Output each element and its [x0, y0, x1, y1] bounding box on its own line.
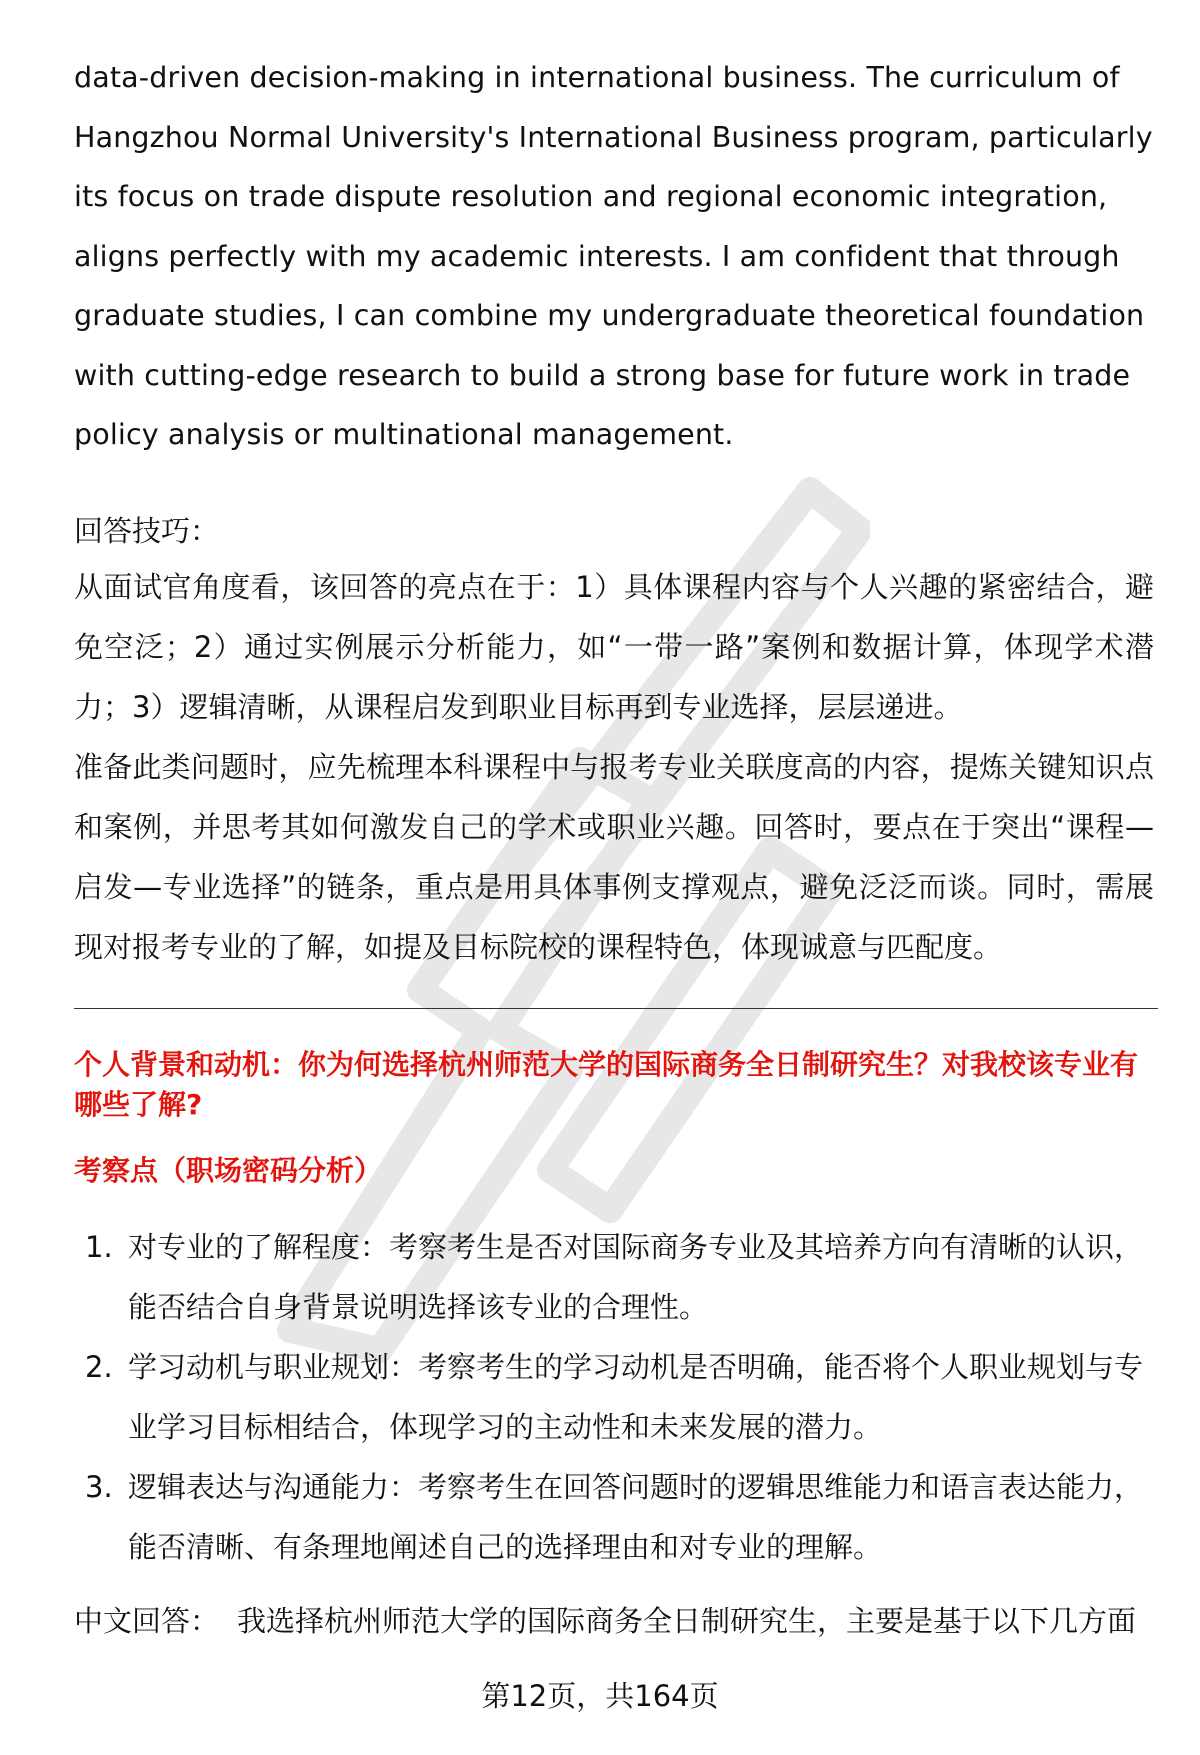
chinese-answer-lead: [74, 1599, 1154, 1643]
list-item-text: 逻辑表达与沟通能力：考察考生在回答问题时的逻辑思维能力和语言表达能力，能否清晰、有条理地阐述自己的选择理由和对专业的理解。: [128, 1469, 1144, 1564]
section-divider: [74, 1008, 1158, 1009]
list-item-number: 2.: [85, 1349, 113, 1384]
tips-paragraph-1: 从面试官角度看，该回答的亮点在于：1）具体课程内容与个人兴趣的紧密结合，避免空泛；2）通过实例展示分析能力，如“一带一路”案例和数据计算，体现学术潜力；3）逻辑清晰，从课程启发到职业目标再到专业选择，层层递进。: [74, 569, 1154, 724]
page-number-footer: 第12页，共164页: [481, 1679, 719, 1713]
english-answer-paragraph: data-driven decision-making in international business. The curriculum of Hangzhou Normal University's International Business program, particularly its focus on trade dispute resolution and regional economic integration, aligns perfectly with my academic interests. I am confident that through graduate studies, I can combine my undergraduate theoretical foundation with cutting-edge research to build a strong base for future work in trade policy analysis or multinational management.: [74, 61, 1153, 451]
tips-heading: 回答技巧：: [74, 513, 220, 548]
question-title: 个人背景和动机：你为何选择杭州师范大学的国际商务全日制研究生？对我校该专业有哪些了解?: [74, 1047, 1139, 1121]
assessment-points-heading: 考察点（职场密码分析）: [74, 1153, 383, 1187]
list-item: [74, 1217, 1168, 1337]
list-item-number: 3.: [85, 1469, 113, 1504]
chinese-answer-label: 中文回答：: [74, 1603, 220, 1638]
list-item-text: 学习动机与职业规划：考察考生的学习动机是否明确，能否将个人职业规划与专业学习目标相结合，体现学习的主动性和未来发展的潜力。: [128, 1349, 1144, 1444]
list-item-number: 1.: [85, 1229, 113, 1264]
list-item: [74, 1457, 1168, 1577]
page-content: [74, 48, 1154, 1643]
tips-paragraph-2: 准备此类问题时，应先梳理本科课程中与报考专业关联度高的内容，提炼关键知识点和案例，并思考其如何激发自己的学术或职业兴趣。回答时，要点在于突出“课程—启发—专业选择”的链条，重点是用具体事例支撑观点，避免泛泛而谈。同时，需展现对报考专业的了解，如提及目标院校的课程特色，体现诚意与匹配度。: [74, 749, 1154, 964]
assessment-points-list: [74, 1217, 1154, 1577]
chinese-answer-text: 我选择杭州师范大学的国际商务全日制研究生，主要是基于以下几方面: [237, 1603, 1137, 1638]
list-item-text: 对专业的了解程度：考察考生是否对国际商务专业及其培养方向有清晰的认识，能否结合自身背景说明选择该专业的合理性。: [128, 1229, 1144, 1324]
list-item: [74, 1337, 1168, 1457]
